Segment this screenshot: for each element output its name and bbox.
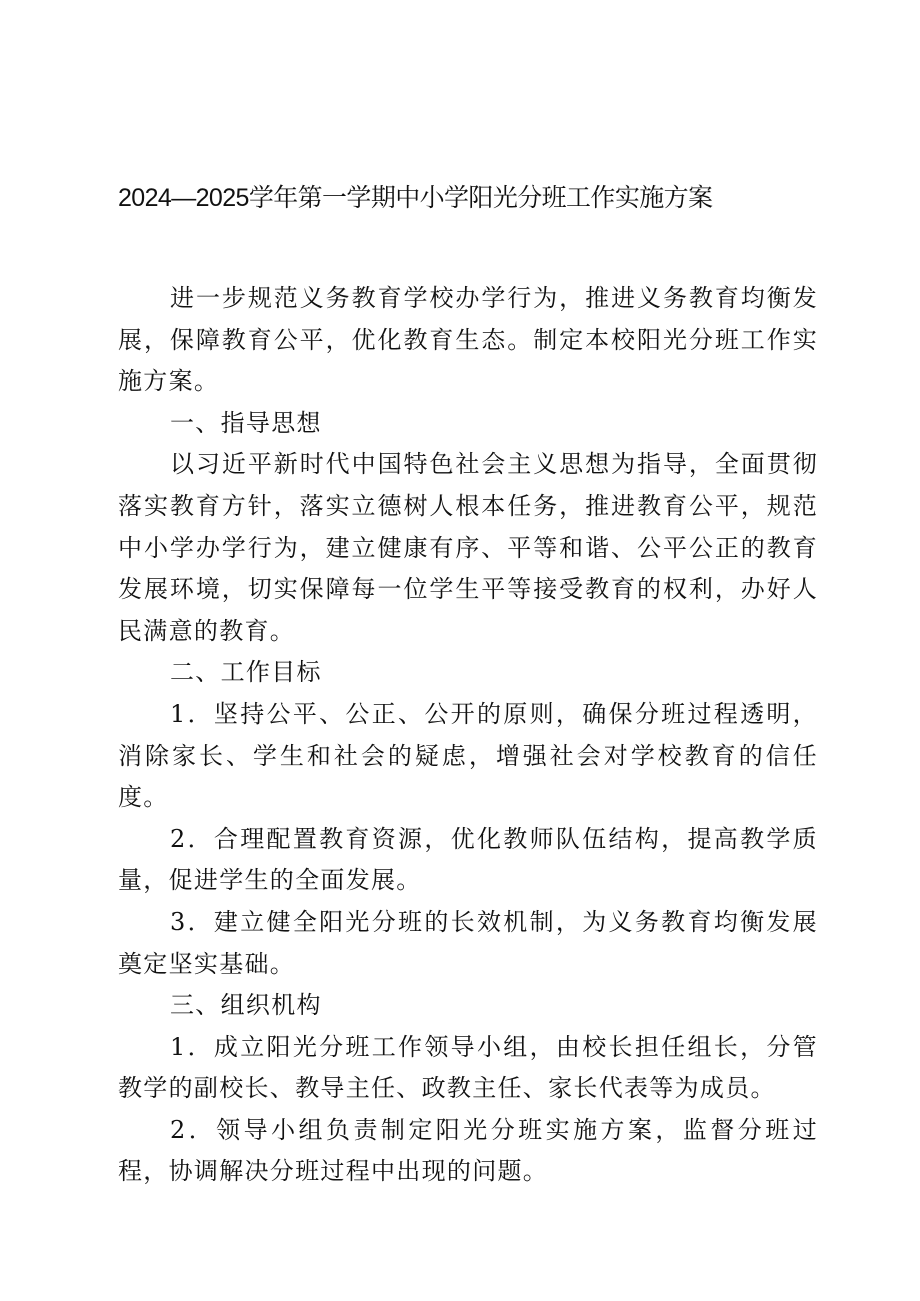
organization-item-1: 1．成立阳光分班工作领导小组，由校长担任组长，分管教学的副校长、教导主任、政教主任、家长代表等为成员。 <box>118 1032 818 1103</box>
guiding-ideology-paragraph: 以习近平新时代中国特色社会主义思想为指导，全面贯彻落实教育方针，落实立德树人根本任务，推进教育公平，规范中小学办学行为，建立健康有序、平等和谐、公平公正的教育发展环境，切实保障每一位学生平等接受教育的权利，办好人民满意的教育。 <box>118 450 818 645</box>
section-heading-work-goals: 二、工作目标 <box>170 658 322 687</box>
intro-paragraph: 进一步规范义务教育学校办学行为，推进义务教育均衡发展，保障教育公平，优化教育生态。制定本校阳光分班工作实施方案。 <box>118 284 818 396</box>
section-heading-organization: 三、组织机构 <box>170 991 322 1020</box>
document-body <box>118 278 818 1193</box>
section-heading-guiding-ideology: 一、指导思想 <box>170 408 322 437</box>
document-title: 2024—2025学年第一学期中小学阳光分班工作实施方案 <box>118 184 713 212</box>
work-goal-item-1: 1．坚持公平、公正、公开的原则，确保分班过程透明，消除家长、学生和社会的疑虑，增强社会对学校教育的信任度。 <box>118 699 818 812</box>
organization-item-2: 2．领导小组负责制定阳光分班实施方案，监督分班过程，协调解决分班过程中出现的问题。 <box>118 1115 818 1186</box>
work-goal-item-3: 3．建立健全阳光分班的长效机制，为义务教育均衡发展奠定坚实基础。 <box>118 907 818 978</box>
work-goal-item-2: 2．合理配置教育资源，优化教师队伍结构，提高教学质量，促进学生的全面发展。 <box>118 824 818 895</box>
